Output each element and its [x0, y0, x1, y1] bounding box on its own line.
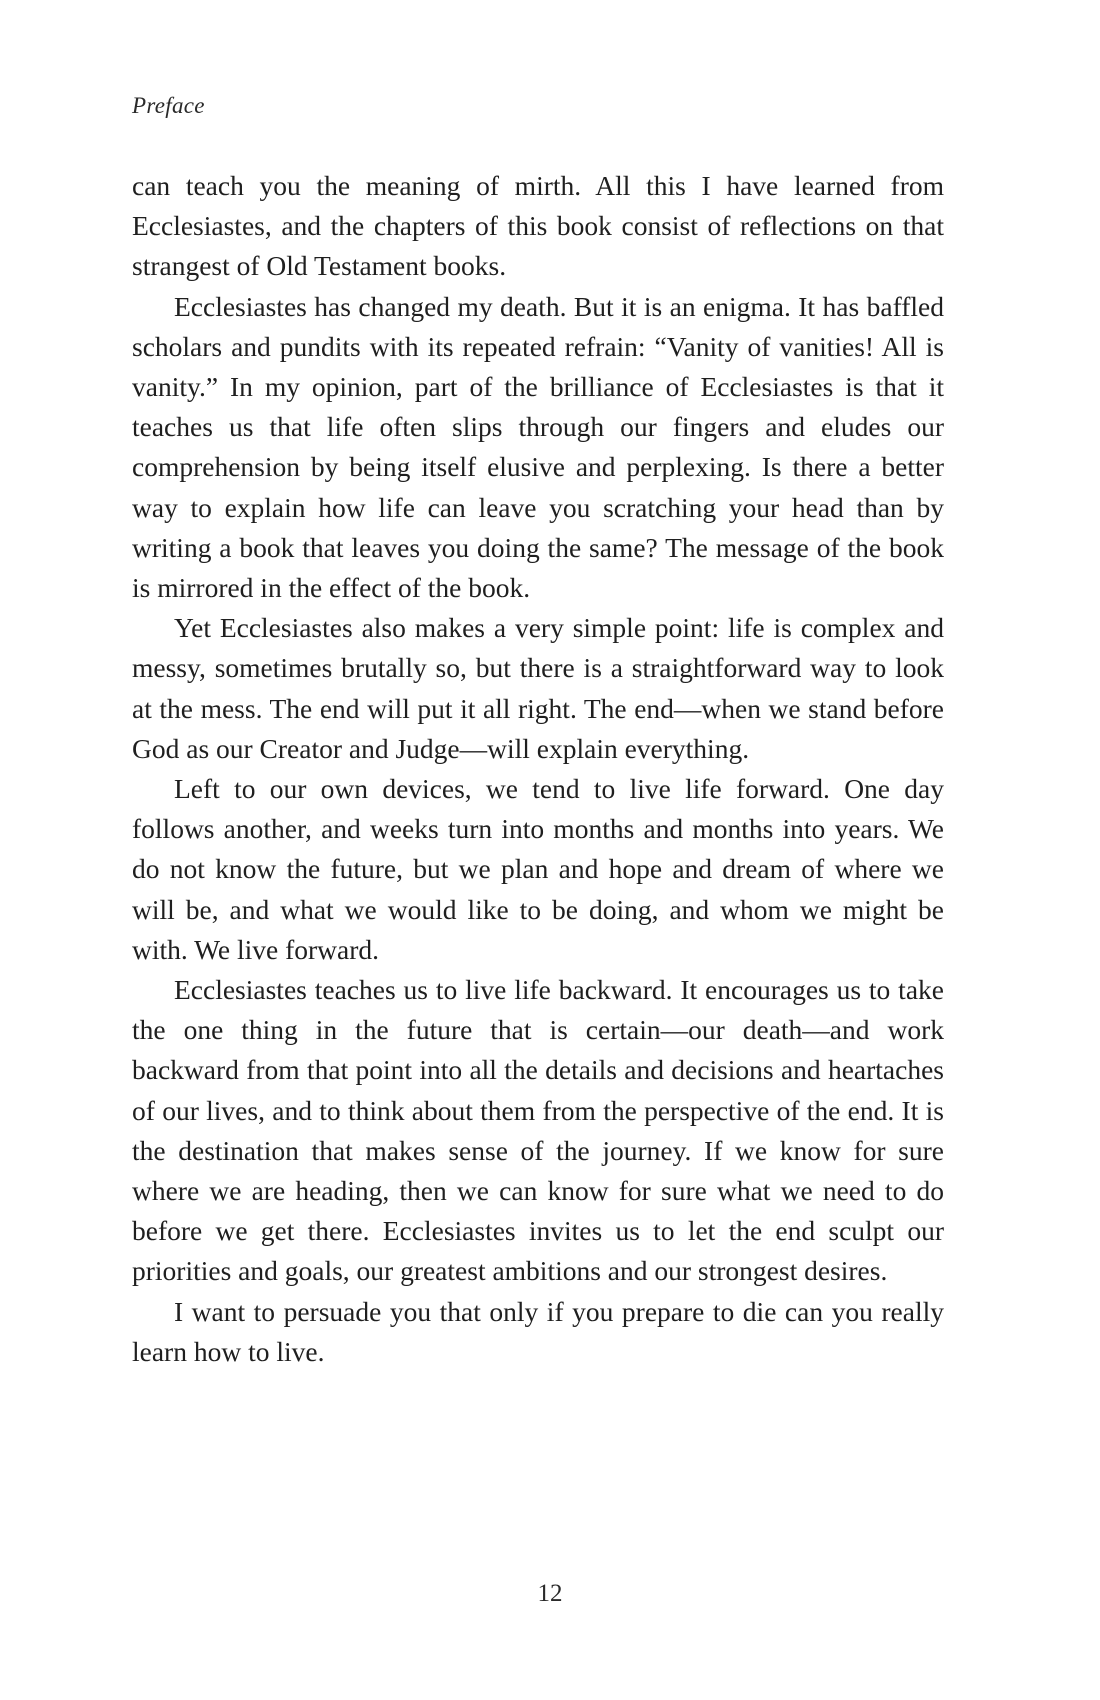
paragraph: Yet Ecclesiastes also makes a very simple point: life is complex and messy, sometimes brutally so, but there is a straightforward way to look at the mess. The end will put it all right. The end—when we stand before God as our Creator and Judge—will explain everything. [132, 612, 944, 764]
paragraph: Ecclesiastes teaches us to live life backward. It encourages us to take the one thing in the future that is certain—our death—and work backward from that point into all the details and decisions and heartaches of our lives, and to think about them from the perspective of the end. It is the destination that makes sense of the journey. If we know for sure where we are heading, then we can know for sure what we need to do before we get there. Ecclesiastes invites us to let the end sculpt our priorities and goals, our greatest ambitions and our strongest desires. [132, 974, 944, 1287]
running-head: Preface [132, 93, 205, 118]
body-text [132, 166, 944, 1372]
paragraph: Left to our own devices, we tend to live life forward. One day follows another, and weeks turn into months and months into years. We do not know the future, but we plan and hope and dream of where we will be, and what we would like to be doing, and whom we might be with. We live forward. [132, 773, 944, 965]
paragraph: Ecclesiastes has changed my death. But it is an enigma. It has baffled scholars and pundits with its repeated refrain: “Vanity of vanities! All is vanity.” In my opinion, part of the brilliance of Ecclesiastes is that it teaches us that life often slips through our fingers and eludes our comprehension by being itself elusive and perplexing. Is there a better way to explain how life can leave you scratching your head than by writing a book that leaves you doing the same? The message of the book is mirrored in the effect of the book. [132, 290, 944, 604]
paragraph: I want to persuade you that only if you prepare to die can you really learn how to live. [132, 1295, 944, 1367]
page-number: 12 [537, 1580, 563, 1607]
paragraph-continuation: can teach you the meaning of mirth. All this I have learned from Ecclesiastes, and the chapters of this book consist of reflections on that strangest of Old Testament books. [132, 170, 944, 282]
